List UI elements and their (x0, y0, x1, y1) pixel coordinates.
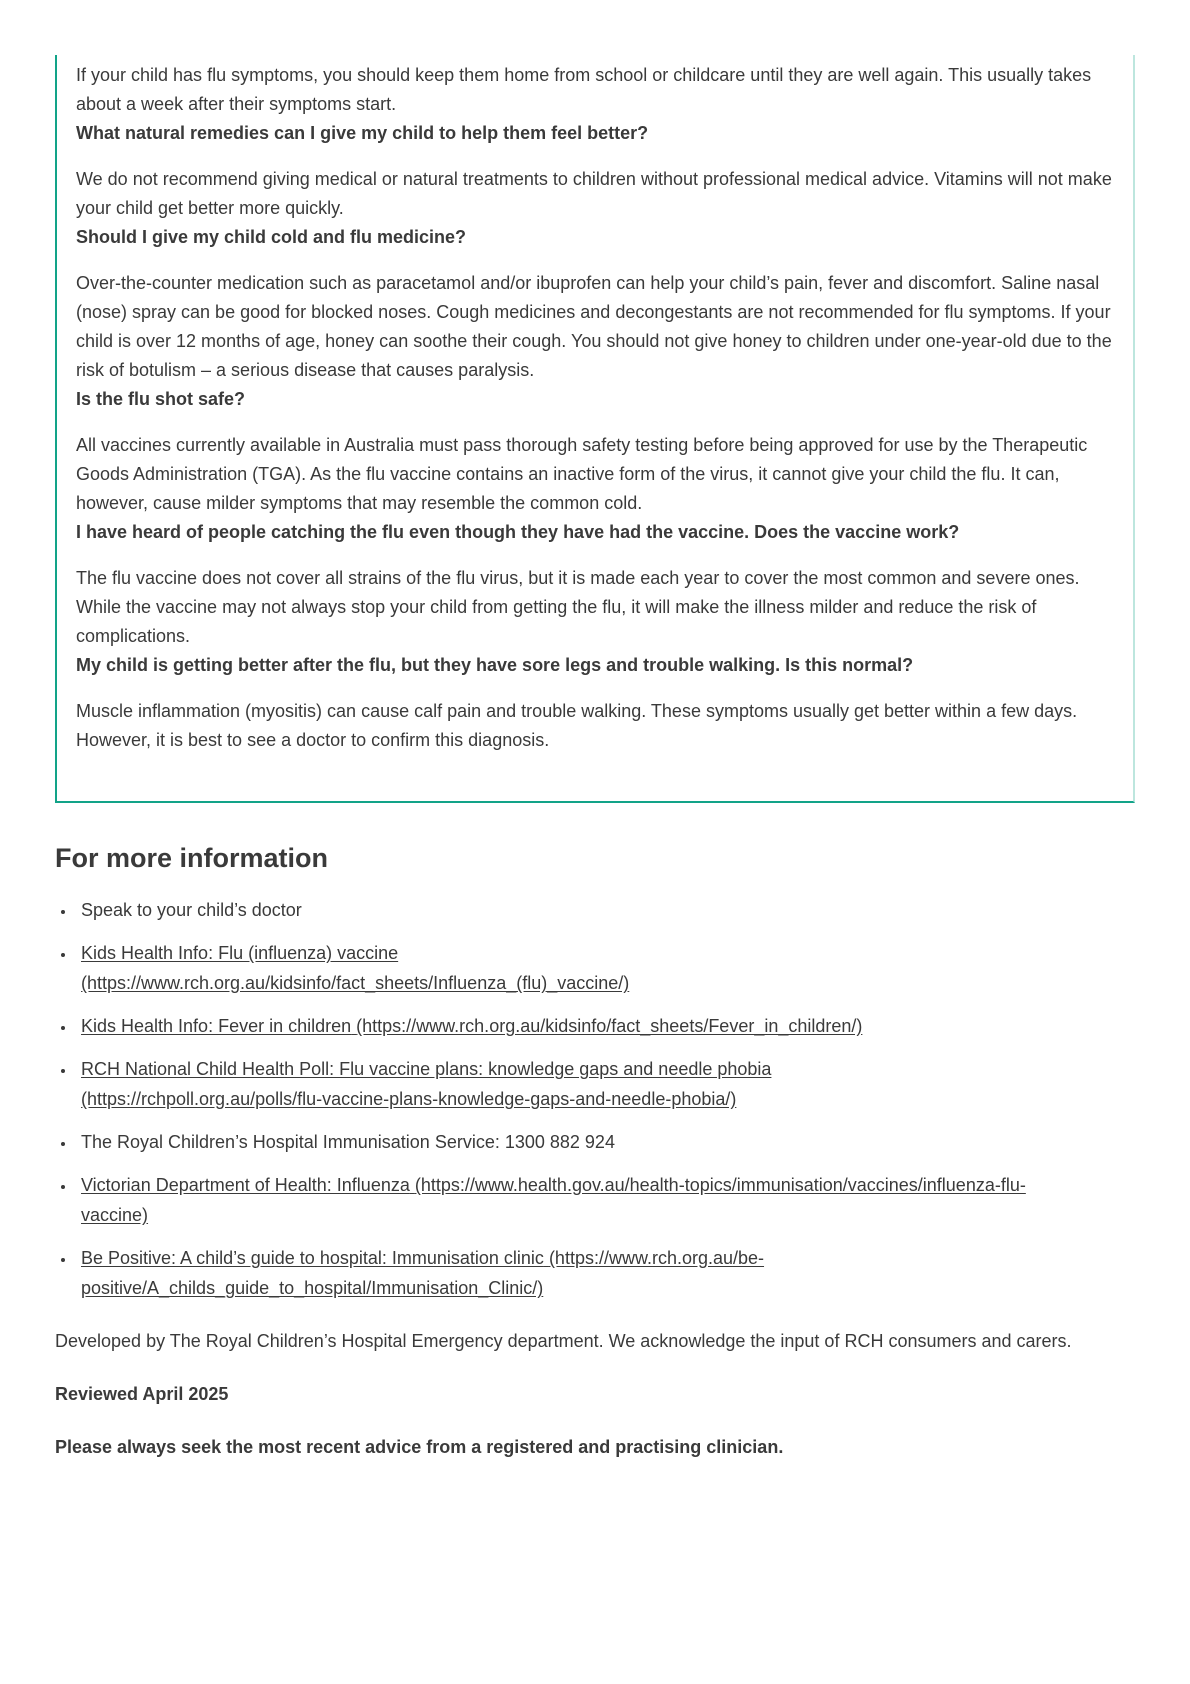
reviewed-date: Reviewed April 2025 (55, 1384, 229, 1404)
kids-health-fever-link[interactable] (81, 1016, 862, 1036)
footer (55, 1327, 1135, 1462)
child-health-poll-link[interactable] (81, 1059, 1086, 1114)
link-label: Kids Health Info: Flu (influenza) vaccine (81, 943, 399, 963)
list-item-kids-health-flu-vaccine (76, 938, 1086, 998)
faq-question-vaccine-work: I have heard of people catching the flu even though they have had the vaccine. Does the vaccine work? (76, 522, 960, 542)
faq-box (55, 55, 1135, 803)
list-item-speak-to-doctor (76, 895, 1086, 925)
more-info-list (55, 895, 1135, 1303)
disclaimer-text: Please always seek the most recent advice from a registered and practising clinician. (55, 1437, 784, 1457)
link-label: Be Positive: A child’s guide to hospital: Immunisation clinic (81, 1248, 544, 1268)
link-url: (https://www.rch.org.au/kidsinfo/fact_sheets/Influenza_(flu)_vaccine/) (81, 973, 630, 993)
faq-answer-sore-legs: Muscle inflammation (myositis) can cause calf pain and trouble walking. These symptoms usually get better within a few days. However, it is best to see a doctor to confirm this diagnosis. (76, 701, 1078, 750)
link-url: (https://rchpoll.org.au/polls/flu-vaccine-plans-knowledge-gaps-and-needle-phobia/) (81, 1089, 737, 1109)
link-label: Kids Health Info: Fever in children (81, 1016, 352, 1036)
link-url: (https://www.rch.org.au/kidsinfo/fact_sheets/Fever_in_children/) (356, 1016, 863, 1036)
list-item-vic-dept-health (76, 1170, 1086, 1230)
list-item-text: Speak to your child’s doctor (81, 900, 302, 920)
list-item-text: The Royal Children’s Hospital Immunisation Service: 1300 882 924 (81, 1132, 615, 1152)
kids-health-flu-vaccine-link[interactable] (81, 943, 1086, 998)
faq-answer-cold-flu-medicine: Over-the-counter medication such as paracetamol and/or ibuprofen can help your child’s pain, fever and discomfort. Saline nasal (nose) spray can be good for blocked noses. Cough medicines and decongestants are not recommended for flu symptoms. If your child is over 12 months of age, honey can soothe their cough. You should not give honey to children under one-year-old due to the risk of botulism – a serious disease that causes paralysis. (76, 273, 1112, 380)
faq-question-natural-remedies: What natural remedies can I give my child to help them feel better? (76, 123, 649, 143)
list-item-immunisation-service (76, 1127, 1086, 1157)
more-info-heading: For more information (55, 843, 329, 873)
list-item-kids-health-fever (76, 1011, 1086, 1041)
faq-answer-vaccine-work: The flu vaccine does not cover all strains of the flu virus, but it is made each year to cover the most common and severe ones. While the vaccine may not always stop your child from getting the flu, it will make the illness milder and reduce the risk of complications. (76, 568, 1080, 646)
developed-by-text: Developed by The Royal Children’s Hospital Emergency department. We acknowledge the input of RCH consumers and carers. (55, 1331, 1072, 1351)
faq-question-sore-legs: My child is getting better after the flu, but they have sore legs and trouble walking. Is this normal? (76, 655, 914, 675)
list-item-be-positive (76, 1243, 1086, 1303)
list-item-child-health-poll (76, 1054, 1086, 1114)
faq-question-flu-shot-safe: Is the flu shot safe? (76, 389, 246, 409)
link-label: Victorian Department of Health: Influenza (81, 1175, 410, 1195)
faq-question-cold-flu-medicine: Should I give my child cold and flu medicine? (76, 227, 467, 247)
faq-answer-flu-shot-safe: All vaccines currently available in Australia must pass thorough safety testing before being approved for use by the Therapeutic Goods Administration (TGA). As the flu vaccine contains an inactive form of the virus, it cannot give your child the flu. It can, however, cause milder symptoms that may resemble the common cold. (76, 435, 1088, 513)
faq-answer-natural-remedies: We do not recommend giving medical or natural treatments to children without professional medical advice. Vitamins will not make your child get better more quickly. (76, 169, 1112, 218)
faq-answer-keep-home: If your child has flu symptoms, you should keep them home from school or childcare until they are well again. This usually takes about a week after their symptoms start. (76, 65, 1092, 114)
link-url: (https://www.health.gov.au/health-topics/immunisation/vaccines/influenza-flu-vaccine) (81, 1175, 1026, 1225)
be-positive-immunisation-clinic-link[interactable] (81, 1248, 764, 1298)
link-label: RCH National Child Health Poll: Flu vaccine plans: knowledge gaps and needle phobia (81, 1059, 772, 1079)
link-url: (https://www.rch.org.au/be-positive/A_childs_guide_to_hospital/Immunisation_Clinic/) (81, 1248, 765, 1298)
vic-dept-health-influenza-link[interactable] (81, 1175, 1026, 1225)
